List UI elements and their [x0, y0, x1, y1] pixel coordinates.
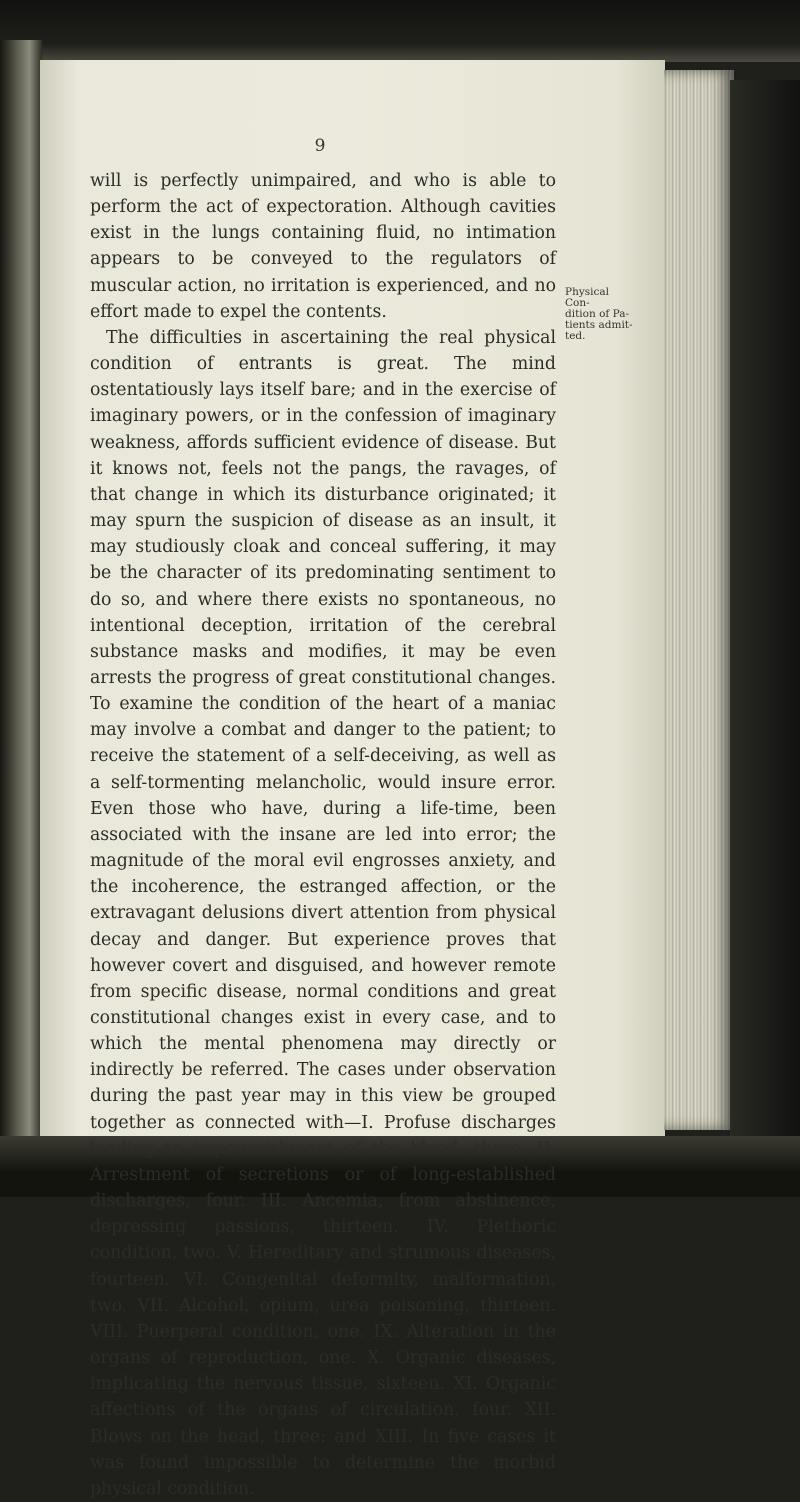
margin-note: [565, 287, 635, 342]
book-left-edge: [0, 40, 42, 1140]
paragraph-1: will is perfectly unimpaired, and who is able to perform the act of expectoration. Although cavities exist in the lungs containing fluid, no intimation appears to be conveyed to the regulators of muscular action, no irritation is experienced, and no effort made to expel the contents.: [90, 171, 556, 322]
paragraph-2: The difficulties in ascertaining the real physical condition of entrants is great. The mind ostentatiously lays itself bare; and in the exercise of imaginary powers, or in the confession of imaginary weakness, affords sufficient evidence of disease. But it knows not, feels not the pangs, the ravages, of that change in which its disturbance originated; it may spurn the suspicion of disease as an insult, it may studiously cloak and conceal suffering, it may be the character of its predominating sentiment to do so, and where there exists no spontaneous, no intentional deception, irritation of the cerebral substance masks and modifies, it may be even arrests the progress of great constitutional changes. To examine the condition of the heart of a maniac may involve a combat and danger to the patient; to receive the statement of a self-deceiving, as well as a self-tormenting melancholic, would insure error. Even those who have, during a life-time, been associated with the insane are led into error; the magnitude of the moral evil engrosses anxiety, and the incoherence, the estranged affection, or the extravagant delusions divert attention from physical decay and danger. But experience proves that however covert and disguised, and however remote from specific disease, normal conditions and great constitutional changes exist in every case, and to which the mental phenomena may directly or indirectly be referred. The cases under observation during the past year may in this view be grouped together as connected with—I. Profuse discharges leading to impoverishment of the blood, three. II. Arrestment of secretions or of long-established discharges, four. III. Ancemia, from abstinence, depressing passions, thirteen. IV. Plethoric condition, two. V. Hereditary and strumous diseases, fourteen. VI. Congenital deformity, malformation, two. VII. Alcohol, opium, urea poisoning, thirteen. VIII. Puerperal condition, one. IX. Alteration in the organs of reproduction, one. X. Organic diseases, implicating the nervous tissue, sixteen. XI. Organic affections of the organs of circulation, four. XII. Blows on the head, three: and XIII. In five cases it was found impossible to determine the morbid physical condition.: [90, 327, 556, 1499]
margin-note-line: ted.: [565, 330, 586, 342]
body-text: [90, 168, 556, 1502]
margin-note-line: dition of Pa-: [565, 308, 630, 320]
margin-note-line: Physical Con-: [565, 286, 610, 309]
page-number: 9: [314, 136, 326, 156]
page-edges: [664, 70, 734, 1130]
margin-note-line: tients admit-: [565, 319, 633, 331]
book-cover-right: [730, 80, 800, 1140]
scan-top-border: [0, 0, 800, 62]
